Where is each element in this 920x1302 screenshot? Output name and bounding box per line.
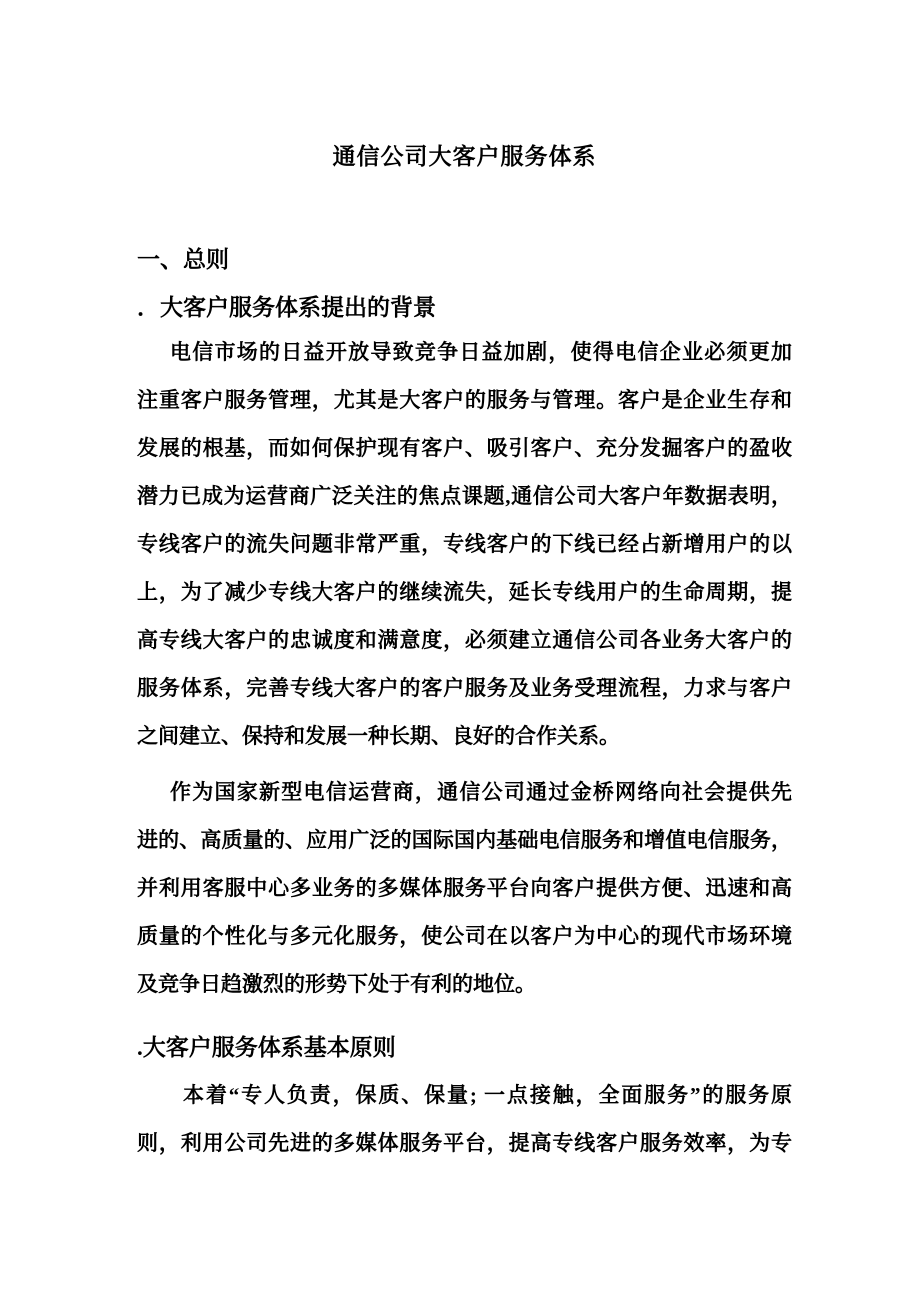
text-line: 进的、高质量的、应用广泛的国际国内基础电信服务和增值电信服务， [137,828,792,852]
paragraph-background [137,328,792,760]
text-line: 发展的根基，而如何保护现有客户、吸引客户、充分发掘客户的盈收 [137,436,792,460]
text-line: 之间建立、保持和发展一种长期、良好的合作关系。 [137,724,620,748]
subsection-heading-background: ．大客户服务体系提出的背景 [137,295,436,320]
text-line: 电信市场的日益开放导致竞争日益加剧，使得电信企业必须更加 [170,340,792,364]
text-line: 上，为了减少专线大客户的继续流失，延长专线用户的生命周期，提 [137,580,792,604]
text-line: 潜力已成为运营商广泛关注的焦点课题,通信公司大客户年数据表明， [137,484,792,508]
section-heading-general-rules: 一、总则 [137,247,229,272]
text-line: 注重客户服务管理，尤其是大客户的服务与管理。客户是企业生存和 [137,388,792,412]
paragraph-principles [137,1071,792,1167]
text-line: 专线客户的流失问题非常严重，专线客户的下线已经占新增用户的以 [137,532,792,556]
text-line: 则，利用公司先进的多媒体服务平台，提高专线客户服务效率，为专 [137,1131,792,1155]
document-title: 通信公司大客户服务体系 [332,144,597,169]
text-line: 质量的个性化与多元化服务，使公司在以客户为中心的现代市场环境 [137,924,792,948]
subsection-heading-basic-principles: .大客户服务体系基本原则 [137,1035,396,1060]
text-line: 服务体系，完善专线大客户的客户服务及业务受理流程，力求与客户 [137,676,792,700]
paragraph-company-intro [137,768,792,1008]
text-line: 并利用客服中心多业务的多媒体服务平台向客户提供方便、迅速和高 [137,876,792,900]
text-line: 作为国家新型电信运营商，通信公司通过金桥网络向社会提供先 [170,780,792,804]
text-line: 及竞争日趋激烈的形势下处于有利的地位。 [137,972,536,996]
text-line: 高专线大客户的忠诚度和满意度，必须建立通信公司各业务大客户的 [137,628,792,652]
text-line: 本着“专人负责，保质、保量; 一点接触，全面服务”的服务原 [183,1083,792,1107]
